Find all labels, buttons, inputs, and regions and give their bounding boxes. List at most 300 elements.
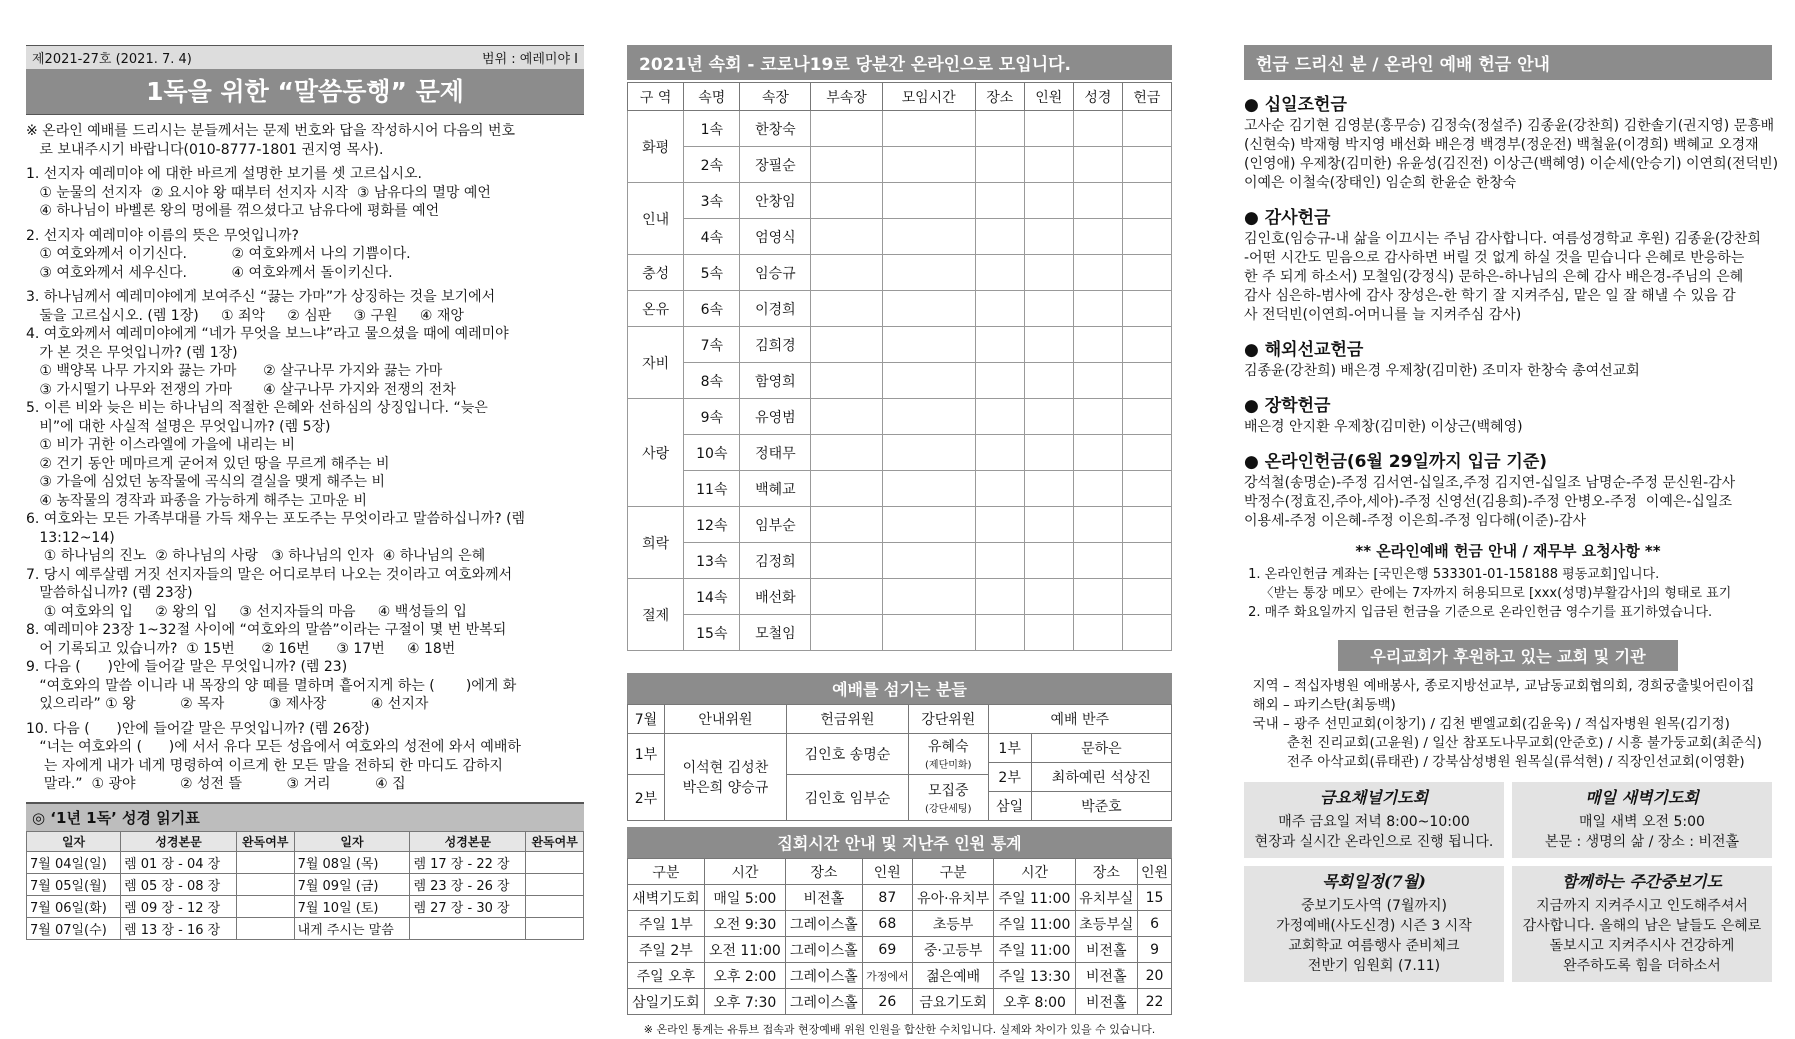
empty-cell [1073, 183, 1122, 219]
empty-cell [882, 543, 975, 579]
stats-cell: 새벽기도회 [628, 885, 705, 911]
empty-cell [1122, 471, 1171, 507]
empty-cell [1024, 255, 1073, 291]
question-line: 3. 하나님께서 예레미야에게 보여주신 “끓는 가마”가 상징하는 것을 보기에서 [26, 289, 496, 305]
stats-cell: 그레이스홀 [785, 937, 862, 963]
empty-cell [811, 147, 882, 183]
group-leader: 유영범 [740, 399, 811, 435]
reading-header: 완독여부 [526, 831, 584, 851]
offering-heading: ● 감사헌금 [1244, 208, 1331, 228]
scope: 범위 : 예레미야 I [482, 52, 578, 67]
group-number: 4속 [684, 219, 740, 255]
stats-cell: 초등부실 [1075, 911, 1137, 937]
question-line: 로 보내주시기 바랍니다(010-8777-1801 권지영 목사). [26, 141, 384, 158]
stats-cell: 가정에서 [862, 963, 912, 989]
offering-names: 강석철(송명순)-주정 김서연-십일조,주정 김지연-십일조 남명순-주정 문신원-감사 박정수(정효진,주아,세아)-주정 신영선(김용희)-주정 안병오-주정 이예은-십일조 이용세-주정 이은혜-주정 이은희-주정 임다해(이준)-감사 [1244, 475, 1736, 529]
reading-cell: 7월 07일(수) [27, 917, 121, 939]
groups-row [628, 219, 1172, 255]
question-line: 말라.” ① 광야 ② 성전 뜰 ③ 거리 ④ 집 [26, 776, 406, 792]
reading-cell [526, 873, 584, 895]
empty-cell [1122, 507, 1171, 543]
groups-row [628, 327, 1172, 363]
stats-cell: 오후 7:30 [704, 989, 785, 1015]
empty-cell [1024, 615, 1073, 651]
empty-cell [1073, 507, 1122, 543]
info-box-title: 매일 새벽기도회 [1585, 788, 1699, 807]
group-leader: 함영희 [740, 363, 811, 399]
info-box [1244, 866, 1504, 982]
servers-off1: 김인호 송명순 [786, 734, 908, 775]
info-box-title: 금요채널기도회 [1319, 788, 1429, 807]
offering-title: 헌금 드리신 분 / 온라인 예배 헌금 안내 [1244, 45, 1772, 80]
question-line: 둘을 고르십시오. (렘 1장) ① 죄악 ② 심판 ③ 구원 ④ 재앙 [26, 307, 464, 324]
group-number: 10속 [684, 435, 740, 471]
group-number: 12속 [684, 507, 740, 543]
empty-cell [1073, 111, 1122, 147]
servers-altar1 [908, 734, 988, 775]
empty-cell [811, 435, 882, 471]
empty-cell [882, 183, 975, 219]
question-line: 7. 당시 예루살렘 거짓 선지자들의 말은 어디로부터 나오는 것이라고 여호와께서 [26, 566, 513, 583]
acc-label: 1부 [988, 734, 1031, 763]
empty-cell [1024, 147, 1073, 183]
stats-cell: 주일 2부 [628, 937, 705, 963]
stats-cell: 주일 1부 [628, 911, 705, 937]
info-box-line: 완주하도록 힘을 더하소서 [1563, 958, 1721, 974]
reading-cell: 렘 01 장 - 04 장 [121, 851, 237, 873]
offering-heading: ● 온라인헌금(6월 29일까지 입금 기준) [1244, 452, 1548, 472]
stats-header: 인원 [862, 859, 912, 885]
reading-header-row [27, 831, 584, 851]
group-number: 1속 [684, 111, 740, 147]
groups-header: 헌금 [1122, 83, 1171, 111]
group-leader: 장필순 [740, 147, 811, 183]
groups-row [628, 183, 1172, 219]
question-line: “너는 여호와의 ( )에 서서 유다 모든 성읍에서 여호와의 성전에 와서 예배하 [26, 739, 521, 755]
reading-cell [236, 895, 294, 917]
question-line: ① 여호와께서 이기신다. ② 여호와께서 나의 기쁨이다. [26, 246, 411, 262]
groups-header: 부속장 [811, 83, 882, 111]
question-line: ※ 온라인 예배를 드리시는 분들께서는 문제 번호와 답을 작성하시어 다음의 번호 [26, 123, 515, 139]
question-line: “여호와의 말씀 이니라 내 목장의 양 떼를 멸하며 흩어지게 하는 ( )에게 화 [26, 677, 517, 694]
empty-cell [1024, 507, 1073, 543]
empty-cell [811, 615, 882, 651]
quiz-column [26, 45, 584, 940]
empty-cell [1122, 399, 1171, 435]
groups-row [628, 111, 1172, 147]
groups-title: 2021년 속회 - 코로나19로 당분간 온라인으로 모입니다. [627, 45, 1172, 80]
empty-cell [1122, 579, 1171, 615]
acc-label: 2부 [988, 763, 1031, 792]
empty-cell [1073, 147, 1122, 183]
groups-row [628, 291, 1172, 327]
stats-row [628, 989, 1172, 1015]
empty-cell [1122, 543, 1171, 579]
question-line: ③ 가시떨기 나무와 전쟁의 가마 ④ 살구나무 가지와 전쟁의 전차 [26, 381, 456, 398]
info-box-line: 중보기도사역 (7월까지) [1301, 898, 1447, 914]
empty-cell [1073, 471, 1122, 507]
empty-cell [1073, 399, 1122, 435]
question-list [26, 122, 584, 794]
acc-name: 박준호 [1031, 792, 1171, 821]
info-box-line: 감사합니다. 올해의 남은 날들도 은혜로 [1522, 918, 1762, 934]
empty-cell [975, 507, 1024, 543]
empty-cell [1024, 543, 1073, 579]
reading-cell [410, 917, 526, 939]
groups-row [628, 543, 1172, 579]
empty-cell [1024, 435, 1073, 471]
question-line: 는 자에게 내가 네게 명령하여 이르게 한 모든 말을 전하되 한 마디도 감하지 [26, 757, 503, 774]
groups-row [628, 471, 1172, 507]
empty-cell [1073, 543, 1122, 579]
altar1-note: (제단미화) [925, 760, 972, 771]
question-line: 5. 이른 비와 늦은 비는 하나님의 적절한 은혜와 선하심의 상징입니다. “늦은 [26, 400, 488, 416]
info-box-line: 본문 : 생명의 삶 / 장소 : 비전홀 [1544, 834, 1740, 850]
reading-cell: 렘 09 장 - 12 장 [121, 895, 237, 917]
reading-cell: 렘 23 장 - 26 장 [410, 873, 526, 895]
empty-cell [811, 183, 882, 219]
stats-cell: 15 [1138, 885, 1172, 911]
group-number: 13속 [684, 543, 740, 579]
question-line: ① 비가 귀한 이스라엘에 가을에 내리는 비 [26, 437, 295, 453]
info-box-line: 돌보시고 지켜주시사 건강하게 [1549, 938, 1735, 954]
empty-cell [1122, 435, 1171, 471]
group-number: 5속 [684, 255, 740, 291]
reading-plan-table [26, 831, 584, 940]
stats-cell: 유아·유치부 [912, 885, 993, 911]
empty-cell [1122, 219, 1171, 255]
empty-cell [975, 615, 1024, 651]
group-leader: 정태무 [740, 435, 811, 471]
servers-offering-header: 헌금위원 [786, 705, 908, 734]
reading-cell: 7월 05일(월) [27, 873, 121, 895]
reading-header: 완독여부 [236, 831, 294, 851]
servers-month: 7월 [628, 705, 665, 734]
group-leader: 안창임 [740, 183, 811, 219]
offering-names: 배은경 안지환 우제창(김미한) 이상근(백혜영) [1244, 419, 1523, 435]
group-number: 7속 [684, 327, 740, 363]
reading-cell: 렘 27 장 - 30 장 [410, 895, 526, 917]
district-name: 온유 [628, 291, 684, 327]
info-box-line: 지금까지 지켜주시고 인도해주셔서 [1536, 898, 1748, 914]
empty-cell [1122, 183, 1171, 219]
empty-cell [1024, 579, 1073, 615]
group-number: 2속 [684, 147, 740, 183]
empty-cell [1073, 615, 1122, 651]
group-leader: 이경희 [740, 291, 811, 327]
empty-cell [1122, 291, 1171, 327]
reading-cell [526, 851, 584, 873]
empty-cell [1073, 579, 1122, 615]
stats-cell: 오후 2:00 [704, 963, 785, 989]
groups-header: 모임시간 [882, 83, 975, 111]
group-number: 8속 [684, 363, 740, 399]
empty-cell [882, 399, 975, 435]
group-leader: 한창숙 [740, 111, 811, 147]
empty-cell [811, 327, 882, 363]
empty-cell [1073, 219, 1122, 255]
offering-names: 김인호(임승규-내 삶을 이끄시는 주님 감사합니다. 여름성경학교 후원) 김종윤(강찬희 -어떤 시간도 믿음으로 감사하면 버릴 것 없게 하실 것을 믿습니다 은혜로 반응하는 한 주 되게 하소서) 모철임(강정식) 문하은-하나님의 은혜 감사 배은경-주님의 은혜 감사 심은하-범사에 감사 장성은-한 학기 잘 지켜주심, 맡은 일 잘 해낼 수 있음 감 사 전덕빈(이연희-어머니를 늘 지켜주심 감사) [1244, 231, 1761, 323]
info-box [1512, 866, 1772, 982]
stats-cell: 9 [1138, 937, 1172, 963]
empty-cell [1122, 363, 1171, 399]
question-line: 9. 다음 ( )안에 들어갈 말은 무엇입니까? (렘 23) [26, 659, 348, 675]
servers-guides [664, 734, 786, 821]
question-line: ③ 가을에 심었던 농작물에 곡식의 결실을 맺게 해주는 비 [26, 474, 386, 490]
info-box-line: 현장과 실시간 온라인으로 진행 됩니다. [1254, 834, 1494, 850]
groups-row [628, 255, 1172, 291]
empty-cell [882, 255, 975, 291]
group-leader: 백혜교 [740, 471, 811, 507]
servers-guide-header: 안내위원 [664, 705, 786, 734]
reading-row [27, 873, 584, 895]
question-line: 4. 여호와께서 예레미야에게 “네가 무엇을 보느냐”라고 물으셨을 때에 예레미야 [26, 326, 509, 342]
reading-row [27, 917, 584, 939]
empty-cell [1122, 255, 1171, 291]
question-line: ① 여호와의 입 ② 왕의 입 ③ 선지자들의 마음 ④ 백성들의 입 [26, 603, 467, 620]
stats-header: 시간 [994, 859, 1075, 885]
empty-cell [1024, 327, 1073, 363]
stats-header: 장소 [785, 859, 862, 885]
group-leader: 모철임 [740, 615, 811, 651]
question-line: ③ 여호와께서 세우신다. ④ 여호와께서 돌이키신다. [26, 264, 393, 281]
groups-header: 속장 [740, 83, 811, 111]
notice-title: ** 온라인예배 헌금 안내 / 재무부 요청사항 ** [1355, 542, 1661, 560]
acc-name: 문하은 [1031, 734, 1171, 763]
servers-altar-header: 강단위원 [908, 705, 988, 734]
reading-cell: 내게 주시는 말씀 [294, 917, 410, 939]
stats-cell: 주일 11:00 [994, 885, 1075, 911]
group-number: 3속 [684, 183, 740, 219]
empty-cell [1024, 399, 1073, 435]
stats-cell: 20 [1138, 963, 1172, 989]
reading-header: 일자 [27, 831, 121, 851]
question-line: 8. 예레미야 23장 1~32절 사이에 “여호와의 말씀”이라는 구절이 몇 번 반복되 [26, 622, 507, 638]
stats-cell: 26 [862, 989, 912, 1015]
stats-row [628, 911, 1172, 937]
stats-cell: 주일 11:00 [994, 937, 1075, 963]
stats-cell: 6 [1138, 911, 1172, 937]
stats-cell: 69 [862, 937, 912, 963]
empty-cell [975, 435, 1024, 471]
offering-sections [1244, 90, 1779, 531]
stats-cell: 매일 5:00 [704, 885, 785, 911]
groups-table [627, 82, 1172, 651]
issue-bar [26, 45, 584, 69]
empty-cell [1024, 471, 1073, 507]
offering-heading: ● 해외선교헌금 [1244, 340, 1364, 360]
district-name: 인내 [628, 183, 684, 255]
district-name: 절제 [628, 579, 684, 651]
stats-cell: 금요기도회 [912, 989, 993, 1015]
notice-text: 1. 온라인헌금 계좌는 [국민은행 533301-01-158188 평동교회]입니다. 〈받는 통장 메모〉란에는 7자까지 허용되므로 [xxx(성명)부활감사]의 형태로 표기 2. 매주 화요일까지 입금된 헌금을 기준으로 온라인헌금 영수기를 표기하였습니다. [1248, 567, 1732, 620]
empty-cell [1024, 219, 1073, 255]
stats-header: 장소 [1075, 859, 1137, 885]
question-line: ④ 하나님이 바벨론 왕의 멍에를 꺾으셨다고 남유다에 평화를 예언 [26, 203, 440, 219]
district-name: 충성 [628, 255, 684, 291]
question-line: 있으리라” ① 왕 ② 목자 ③ 제사장 ④ 선지자 [26, 696, 429, 712]
reading-cell: 7월 06일(화) [27, 895, 121, 917]
empty-cell [1073, 435, 1122, 471]
empty-cell [975, 543, 1024, 579]
empty-cell [882, 471, 975, 507]
empty-cell [975, 255, 1024, 291]
stats-title: 집회시간 안내 및 지난주 인원 통계 [627, 827, 1172, 858]
empty-cell [882, 327, 975, 363]
reading-header: 성경본문 [121, 831, 237, 851]
servers-title: 예배를 섬기는 분들 [627, 673, 1172, 704]
question-line: 어 기록되고 있습니까? ① 15번 ② 16번 ③ 17번 ④ 18번 [26, 640, 456, 657]
offering-heading: ● 십일조헌금 [1244, 95, 1347, 115]
stats-cell: 비전홀 [1075, 963, 1137, 989]
empty-cell [811, 111, 882, 147]
reading-plan-title: ◎ ‘1년 1독’ 성경 읽기표 [26, 802, 584, 831]
empty-cell [975, 183, 1024, 219]
empty-cell [975, 579, 1024, 615]
group-leader: 엄영식 [740, 219, 811, 255]
empty-cell [1024, 183, 1073, 219]
empty-cell [1024, 291, 1073, 327]
question-line: 비”에 대한 사실적 설명은 무엇입니까? (렘 5장) [26, 418, 331, 435]
question-line: 10. 다음 ( )안에 들어갈 말은 무엇입니까? (렘 26장) [26, 720, 370, 737]
groups-row [628, 435, 1172, 471]
empty-cell [1122, 147, 1171, 183]
empty-cell [882, 291, 975, 327]
altar2-name: 모집중 [927, 782, 969, 799]
reading-cell: 렘 17 장 - 22 장 [410, 851, 526, 873]
groups-header: 인원 [1024, 83, 1073, 111]
empty-cell [811, 255, 882, 291]
groups-row [628, 615, 1172, 651]
district-name: 희락 [628, 507, 684, 579]
altar2-note: (강단세팅) [925, 803, 972, 815]
empty-cell [811, 363, 882, 399]
empty-cell [882, 579, 975, 615]
stats-cell: 오전 9:30 [704, 911, 785, 937]
stats-cell: 그레이스홀 [785, 963, 862, 989]
stats-cell: 중·고등부 [912, 937, 993, 963]
groups-row [628, 507, 1172, 543]
empty-cell [975, 219, 1024, 255]
question-line: 말씀하십니까? (렘 23장) [26, 585, 193, 601]
guide-line-2: 박은희 양승규 [682, 780, 769, 796]
question-line: 가 본 것은 무엇입니까? (렘 1장) [26, 344, 238, 361]
groups-column [627, 45, 1172, 1037]
empty-cell [811, 579, 882, 615]
empty-cell [1073, 291, 1122, 327]
group-leader: 임부순 [740, 507, 811, 543]
offering-column [1244, 45, 1779, 982]
question-line: ② 건기 동안 메마르게 굳어져 있던 땅을 무르게 해주는 비 [26, 455, 390, 472]
reading-cell: 7월 10일 (토) [294, 895, 410, 917]
reading-cell [236, 873, 294, 895]
group-leader: 임승규 [740, 255, 811, 291]
empty-cell [811, 399, 882, 435]
servers-table [627, 704, 1172, 821]
district-name: 화평 [628, 111, 684, 183]
empty-cell [975, 399, 1024, 435]
question-line: ① 눈물의 선지자 ② 요시야 왕 때부터 선지자 시작 ③ 남유다의 멸망 예언 [26, 184, 491, 201]
groups-header: 장소 [975, 83, 1024, 111]
empty-cell [975, 363, 1024, 399]
stats-header: 구분 [912, 859, 993, 885]
servers-altar2 [908, 775, 988, 821]
stats-cell: 비전홀 [785, 885, 862, 911]
empty-cell [1024, 363, 1073, 399]
group-number: 15속 [684, 615, 740, 651]
reading-cell: 렘 13 장 - 16 장 [121, 917, 237, 939]
empty-cell [1122, 327, 1171, 363]
empty-cell [811, 543, 882, 579]
empty-cell [1122, 111, 1171, 147]
info-box [1244, 782, 1504, 858]
stats-header: 인원 [1138, 859, 1172, 885]
info-box [1512, 782, 1772, 858]
reading-cell [526, 895, 584, 917]
empty-cell [975, 111, 1024, 147]
altar1-name: 유혜숙 [927, 739, 969, 755]
servers-s1: 1부 [628, 734, 665, 775]
stats-cell: 초등부 [912, 911, 993, 937]
groups-row [628, 363, 1172, 399]
empty-cell [1073, 327, 1122, 363]
servers-off2: 김인호 임부순 [786, 775, 908, 821]
groups-header: 성경 [1073, 83, 1122, 111]
empty-cell [975, 147, 1024, 183]
group-leader: 김희경 [740, 327, 811, 363]
stats-cell: 유치부실 [1075, 885, 1137, 911]
quiz-title: 1독을 위한 “말씀동행” 문제 [26, 69, 584, 115]
reading-header: 일자 [294, 831, 410, 851]
reading-row [27, 895, 584, 917]
offering-heading: ● 장학헌금 [1244, 396, 1331, 416]
info-boxes [1244, 782, 1772, 982]
empty-cell [882, 507, 975, 543]
reading-cell [236, 851, 294, 873]
question-line: ① 하나님의 진노 ② 하나님의 사랑 ③ 하나님의 인자 ④ 하나님의 은혜 [26, 548, 486, 564]
stats-row [628, 937, 1172, 963]
stats-header: 구분 [628, 859, 705, 885]
stats-cell: 비전홀 [1075, 937, 1137, 963]
empty-cell [975, 291, 1024, 327]
group-number: 11속 [684, 471, 740, 507]
stats-header-row [628, 859, 1172, 885]
group-leader: 김정희 [740, 543, 811, 579]
empty-cell [811, 219, 882, 255]
info-box-line: 매일 새벽 오전 5:00 [1579, 814, 1705, 830]
stats-cell: 오후 8:00 [994, 989, 1075, 1015]
reading-cell: 7월 04일(일) [27, 851, 121, 873]
stats-cell: 87 [862, 885, 912, 911]
stats-row [628, 963, 1172, 989]
empty-cell [1073, 363, 1122, 399]
empty-cell [882, 147, 975, 183]
district-name: 자비 [628, 327, 684, 399]
stats-cell: 주일 13:30 [994, 963, 1075, 989]
group-number: 9속 [684, 399, 740, 435]
support-text: 지역 – 적십자병원 예배봉사, 종로지방선교부, 교남동교회협의회, 경희궁출빛어린이집 해외 – 파키스탄(최동백) 국내 – 광주 선민교회(이창기) / 김천 벧엘교회(김윤욱) / 적십자병원 원목(김기정) 춘천 진리교회(고윤원) / 일산 참포도나무교회(안준호) / 시흥 불가둥교회(최준식) 전주 아삭교회(류태관) / 강북삼성병원 원목실(류석현) / 직장인선교회(이영환) [1252, 678, 1762, 770]
info-box-line: 가정예배(사도신경) 시즌 3 시작 [1276, 918, 1472, 934]
reading-cell: 7월 09일 (금) [294, 873, 410, 895]
offering-names: 김종윤(강찬희) 배은경 우제창(김미한) 조미자 한창숙 총여선교회 [1244, 363, 1640, 379]
question-line: ① 백양목 나무 가지와 끓는 가마 ② 살구나무 가지와 끓는 가마 [26, 363, 443, 379]
question-line: 2. 선지자 예레미야 이름의 뜻은 무엇입니까? [26, 227, 299, 244]
servers-s2: 2부 [628, 775, 665, 821]
group-leader: 배선화 [740, 579, 811, 615]
acc-label: 삼일 [988, 792, 1031, 821]
stats-table [627, 858, 1172, 1015]
servers-accomp-header: 예배 반주 [988, 705, 1171, 734]
